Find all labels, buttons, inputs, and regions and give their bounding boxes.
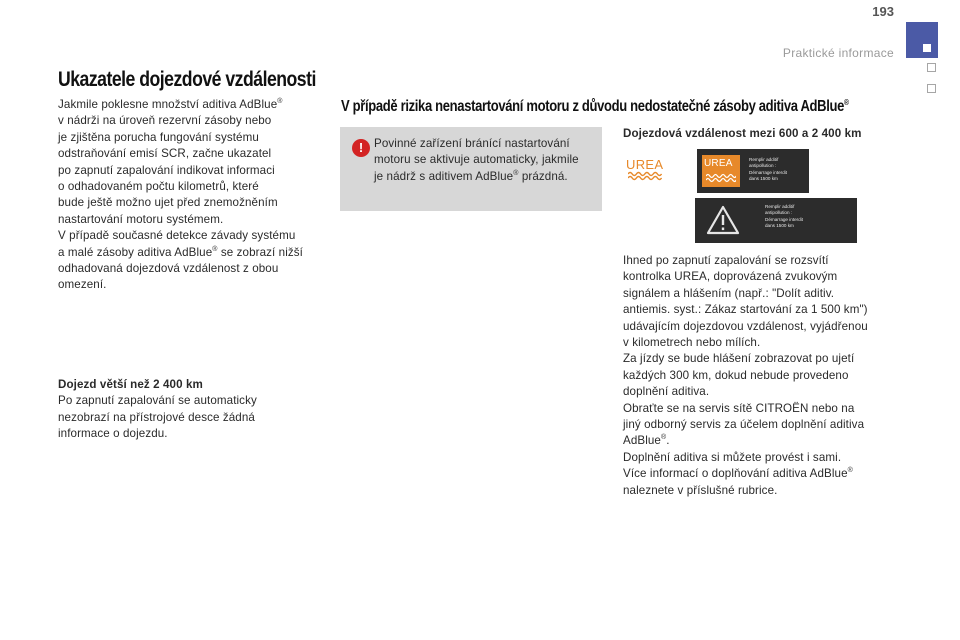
text-line: odstraňování emisí SCR, začne ukazatel	[58, 147, 272, 161]
range-heading: Dojezd větší než 2 400 km	[58, 378, 203, 391]
display-message: Remplir additif antipollution : Démarrage interdit dans 1500 km	[765, 204, 804, 229]
text-line: Jakmile poklesne množství aditiva AdBlue®	[58, 98, 283, 111]
text-line: kontrolka UREA, doprovázená zvukovým	[623, 270, 838, 284]
text-line: o odhadovaném počtu kilometrů, které	[58, 180, 259, 194]
warning-text	[374, 136, 596, 185]
text-line: je zjištěna porucha fungování systému	[58, 130, 259, 144]
text-line: v kilometrech nebo mílích.	[623, 336, 761, 350]
text-line: doplnění aditiva.	[623, 385, 710, 399]
tab-marker-icon	[923, 44, 931, 52]
text-line: udávajícím dojezdovou vzdálenost, vyjádřenou	[623, 319, 868, 333]
instrument-display-urea	[697, 149, 809, 193]
text-line: Povinné zařízení bránící nastartování	[374, 137, 570, 150]
warning-triangle-icon	[705, 204, 741, 236]
text-line: V případě současné detekce závady systému	[58, 229, 296, 243]
text-line: odhadovaná dojezdová vzdálenost z obou	[58, 262, 279, 276]
text-line: Ihned po zapnutí zapalování se rozsvítí	[623, 254, 829, 267]
display-message: Remplir additif antipollution : Démarrage interdit dans 1500 km	[749, 157, 788, 182]
text-line: omezení.	[58, 278, 107, 292]
urea-display-panel: UREA	[702, 155, 740, 187]
fluid-waves-icon	[628, 171, 662, 181]
text-line: bude ještě možno ujet před znemožněním	[58, 196, 278, 210]
text-line: AdBlue®.	[623, 434, 670, 448]
text-line: a malé zásoby aditiva AdBlue® se zobrazí nižší	[58, 245, 303, 259]
text-line: Doplnění aditiva si můžete provést i sami.	[623, 450, 842, 464]
text-line: nezobrazí na přístrojové desce žádná	[58, 410, 255, 424]
text-line: po zapnutí zapalování indikovat informaci	[58, 163, 275, 177]
text-line: antiemis. syst.: Zákaz startování za 1 500 km")	[623, 303, 868, 317]
text-line: signálem a hlášením (např.: "Dolít aditiv.	[623, 286, 835, 300]
text-line: naleznete v příslušné rubrice.	[623, 483, 778, 497]
text-line: nastartování motoru systémem.	[58, 212, 224, 226]
range-600-2400-heading: Dojezdová vzdálenost mezi 600 a 2 400 km	[623, 127, 862, 140]
text-line: Obraťte se na servis sítě CITROËN nebo na	[623, 401, 855, 415]
range-paragraph	[58, 377, 328, 443]
fluid-waves-icon	[706, 173, 736, 183]
text-line: každých 300 km, dokud nebude provedeno	[623, 368, 849, 382]
section-name: Praktické informace	[782, 46, 894, 60]
text-line: informace o dojezdu.	[58, 427, 168, 441]
text-line: je nádrž s aditivem AdBlue® prázdná.	[374, 169, 568, 183]
text-line: Za jízdy se bude hlášení zobrazovat po ujetí	[623, 352, 855, 366]
page-number: 193	[872, 4, 894, 19]
page-title: Ukazatele dojezdové vzdálenosti	[58, 68, 316, 91]
section-tab[interactable]	[906, 22, 938, 58]
text-line: v nádrži na úroveň rezervní zásoby nebo	[58, 114, 272, 128]
instrument-display-warning	[695, 198, 857, 243]
text-line: Více informací o doplňování aditiva AdBlue®	[623, 467, 853, 481]
text-line: jiný odborný servis za účelem doplnění aditiva	[623, 418, 865, 432]
text-line: Po zapnutí zapalování se automaticky	[58, 394, 257, 408]
tab-outline-icon[interactable]	[927, 84, 936, 93]
warning-icon: !	[352, 139, 370, 157]
text-line: motoru se aktivuje automaticky, jakmile	[374, 153, 579, 167]
urea-warning-icon: UREA	[626, 156, 664, 184]
intro-paragraph	[58, 97, 328, 294]
warning-box	[340, 127, 602, 211]
urea-description	[623, 253, 913, 499]
tab-outline-icon[interactable]	[927, 63, 936, 72]
section-title: V případě rizika nenastartování motoru z důvodu nedostatečné zásoby aditiva AdBlue®	[341, 98, 849, 116]
